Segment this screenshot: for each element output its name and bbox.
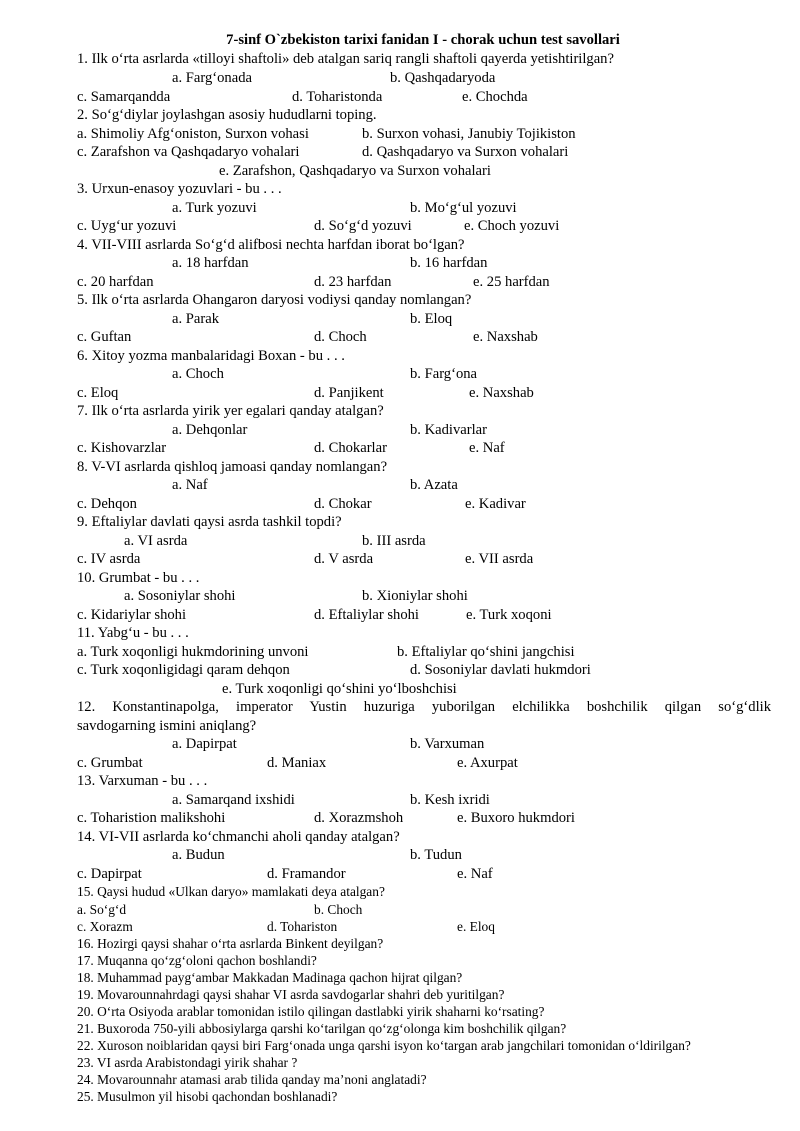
q6-option-b: b. Farg‘ona bbox=[410, 366, 478, 382]
question-20: 20. O‘rta Osiyoda arablar tomonidan istilo qilingan dastlabki yirik shaharni ko‘rsating? bbox=[77, 1004, 545, 1019]
q4-option-c: c. 20 harfdan bbox=[77, 274, 154, 290]
q9-option-a: a. VI asrda bbox=[124, 533, 188, 549]
question-8: 8. V-VI asrlarda qishloq jamoasi qanday nomlangan? bbox=[77, 459, 388, 475]
q13-option-a: a. Samarqand ixshidi bbox=[172, 792, 295, 808]
q9-option-b: b. III asrda bbox=[362, 533, 426, 549]
question-16: 16. Hozirgi qaysi shahar o‘rta asrlarda Binkent deyilgan? bbox=[77, 936, 384, 951]
q14-option-c: c. Dapirpat bbox=[77, 866, 142, 882]
q11-option-e: e. Turk xoqonligi qo‘shini yo‘lboshchisi bbox=[222, 681, 457, 697]
question-4: 4. VII-VIII asrlarda So‘g‘d alifbosi nechta harfdan iborat bo‘lgan? bbox=[77, 237, 465, 253]
q6-option-c: c. Eloq bbox=[77, 385, 119, 401]
q4-option-a: a. 18 harfdan bbox=[172, 255, 249, 271]
q7-option-d: d. Chokarlar bbox=[314, 440, 387, 456]
question-13: 13. Varxuman - bu . . . bbox=[77, 773, 208, 789]
q3-option-c: c. Uyg‘ur yozuvi bbox=[77, 218, 177, 234]
q10-option-b: b. Xioniylar shohi bbox=[362, 588, 468, 604]
q11-option-a: a. Turk xoqonligi hukmdorining unvoni bbox=[77, 644, 309, 660]
question-6: 6. Xitoy yozma manbalaridagi Boxan - bu . . . bbox=[77, 348, 345, 364]
q9-option-c: c. IV asrda bbox=[77, 551, 141, 567]
q13-option-e: e. Buxoro hukmdori bbox=[457, 810, 575, 826]
question-25: 25. Musulmon yil hisobi qachondan boshlanadi? bbox=[77, 1089, 338, 1104]
q2-option-b: b. Surxon vohasi, Janubiy Tojikiston bbox=[362, 126, 576, 142]
question-7: 7. Ilk o‘rta asrlarda yirik yer egalari qanday atalgan? bbox=[77, 403, 384, 419]
q10-option-e: e. Turk xoqoni bbox=[466, 607, 552, 623]
question-12-line-1: 12. Konstantinapolga, imperator Yustin huzuriga yuborilgan elchilikka boshchilik qilgan so‘g‘dlik bbox=[77, 699, 771, 715]
q9-option-d: d. V asrda bbox=[314, 551, 374, 567]
q3-option-a: a. Turk yozuvi bbox=[172, 200, 257, 216]
q6-option-d: d. Panjikent bbox=[314, 385, 384, 401]
q4-option-e: e. 25 harfdan bbox=[473, 274, 550, 290]
q12-option-a: a. Dapirpat bbox=[172, 736, 237, 752]
q2-option-e: e. Zarafshon, Qashqadaryo va Surxon vohalari bbox=[219, 163, 491, 179]
q6-option-e: e. Naxshab bbox=[469, 385, 534, 401]
q11-option-d: d. Sosoniylar davlati hukmdori bbox=[410, 662, 591, 678]
q15-option-b: b. Choch bbox=[314, 902, 363, 917]
q14-option-b: b. Tudun bbox=[410, 847, 462, 863]
question-21: 21. Buxoroda 750-yili abbosiylarga qarshi ko‘tarilgan qo‘zg‘olonga kim boshchilik qilgan? bbox=[77, 1021, 567, 1036]
q14-option-a: a. Budun bbox=[172, 847, 225, 863]
question-23: 23. VI asrda Arabistondagi yirik shahar ? bbox=[77, 1055, 298, 1070]
q10-option-a: a. Sosoniylar shohi bbox=[124, 588, 236, 604]
q13-option-b: b. Kesh ixridi bbox=[410, 792, 490, 808]
question-15: 15. Qaysi hudud «Ulkan daryo» mamlakati deya atalgan? bbox=[77, 884, 385, 899]
question-12-line-2: savdogarning ismini aniqlang? bbox=[77, 718, 257, 734]
q12-option-e: e. Axurpat bbox=[457, 755, 518, 771]
q6-option-a: a. Choch bbox=[172, 366, 224, 382]
question-5: 5. Ilk o‘rta asrlarda Ohangaron daryosi vodiysi qanday nomlangan? bbox=[77, 292, 472, 308]
q15-option-a: a. So‘g‘d bbox=[77, 902, 127, 917]
q11-option-c: c. Turk xoqonligidagi qaram dehqon bbox=[77, 662, 290, 678]
q4-option-d: d. 23 harfdan bbox=[314, 274, 392, 290]
q7-option-b: b. Kadivarlar bbox=[410, 422, 487, 438]
question-24: 24. Movarounnahr atamasi arab tilida qanday ma’noni anglatadi? bbox=[77, 1072, 427, 1087]
q4-option-b: b. 16 harfdan bbox=[410, 255, 488, 271]
q13-option-d: d. Xorazmshoh bbox=[314, 810, 404, 826]
q5-option-a: a. Parak bbox=[172, 311, 220, 327]
q12-option-d: d. Maniax bbox=[267, 755, 327, 771]
q1-option-b: b. Qashqadaryoda bbox=[390, 70, 496, 86]
q9-option-e: e. VII asrda bbox=[465, 551, 534, 567]
q2-option-c: c. Zarafshon va Qashqadaryo vohalari bbox=[77, 144, 300, 160]
q8-option-b: b. Azata bbox=[410, 477, 458, 493]
q7-option-c: c. Kishovarzlar bbox=[77, 440, 167, 456]
q12-option-c: c. Grumbat bbox=[77, 755, 143, 771]
q8-option-a: a. Naf bbox=[172, 477, 208, 493]
q5-option-d: d. Choch bbox=[314, 329, 367, 345]
q15-option-d: d. Tohariston bbox=[267, 919, 338, 934]
q8-option-e: e. Kadivar bbox=[465, 496, 526, 512]
q8-option-c: c. Dehqon bbox=[77, 496, 137, 512]
q13-option-c: c. Toharistion malikshohi bbox=[77, 810, 226, 826]
question-19: 19. Movarounnahrdagi qaysi shahar VI asrda savdogarlar shahri deb yuritilgan? bbox=[77, 987, 505, 1002]
q14-option-d: d. Framandor bbox=[267, 866, 346, 882]
q12-option-b: b. Varxuman bbox=[410, 736, 485, 752]
question-18: 18. Muhammad payg‘ambar Makkadan Madinaga qachon hijrat qilgan? bbox=[77, 970, 463, 985]
question-22: 22. Xuroson noiblaridan qaysi biri Farg‘onada unga qarshi isyon ko‘targan arab jangchilari tomonidan o‘ldirilgan? bbox=[77, 1038, 691, 1053]
q15-option-e: e. Eloq bbox=[457, 919, 495, 934]
q5-option-e: e. Naxshab bbox=[473, 329, 538, 345]
question-3: 3. Urxun-enasoy yozuvlari - bu . . . bbox=[77, 181, 282, 197]
question-14: 14. VI-VII asrlarda ko‘chmanchi aholi qanday atalgan? bbox=[77, 829, 400, 845]
question-1: 1. Ilk o‘rta asrlarda «tilloyi shaftoli» deb atalgan sariq rangli shaftoli qayerda yetishtirilgan? bbox=[77, 51, 614, 67]
question-9: 9. Eftaliylar davlati qaysi asrda tashkil topdi? bbox=[77, 514, 342, 530]
q7-option-e: e. Naf bbox=[469, 440, 505, 456]
q15-option-c: c. Xorazm bbox=[77, 919, 133, 934]
q5-option-b: b. Eloq bbox=[410, 311, 453, 327]
q2-option-d: d. Qashqadaryo va Surxon vohalari bbox=[362, 144, 569, 160]
q5-option-c: c. Guftan bbox=[77, 329, 132, 345]
page-title: 7-sinf O`zbekiston tarixi fanidan I - chorak uchun test savollari bbox=[226, 32, 620, 48]
question-11: 11. Yabg‘u - bu . . . bbox=[77, 625, 189, 641]
q2-option-a: a. Shimoliy Afg‘oniston, Surxon vohasi bbox=[77, 126, 309, 142]
question-2: 2. So‘g‘diylar joylashgan asosiy hududlarni toping. bbox=[77, 107, 377, 123]
q3-option-b: b. Mo‘g‘ul yozuvi bbox=[410, 200, 517, 216]
q1-option-c: c. Samarqandda bbox=[77, 89, 171, 105]
q10-option-c: c. Kidariylar shohi bbox=[77, 607, 187, 623]
q8-option-d: d. Chokar bbox=[314, 496, 372, 512]
question-10: 10. Grumbat - bu . . . bbox=[77, 570, 200, 586]
q7-option-a: a. Dehqonlar bbox=[172, 422, 248, 438]
q3-option-e: e. Choch yozuvi bbox=[464, 218, 560, 234]
question-17: 17. Muqanna qo‘zg‘oloni qachon boshlandi? bbox=[77, 953, 317, 968]
q11-option-b: b. Eftaliylar qo‘shini jangchisi bbox=[397, 644, 575, 660]
q1-option-d: d. Toharistonda bbox=[292, 89, 383, 105]
q14-option-e: e. Naf bbox=[457, 866, 493, 882]
q3-option-d: d. So‘g‘d yozuvi bbox=[314, 218, 412, 234]
q1-option-a: a. Farg‘onada bbox=[172, 70, 252, 86]
q1-option-e: e. Chochda bbox=[462, 89, 528, 105]
q10-option-d: d. Eftaliylar shohi bbox=[314, 607, 419, 623]
